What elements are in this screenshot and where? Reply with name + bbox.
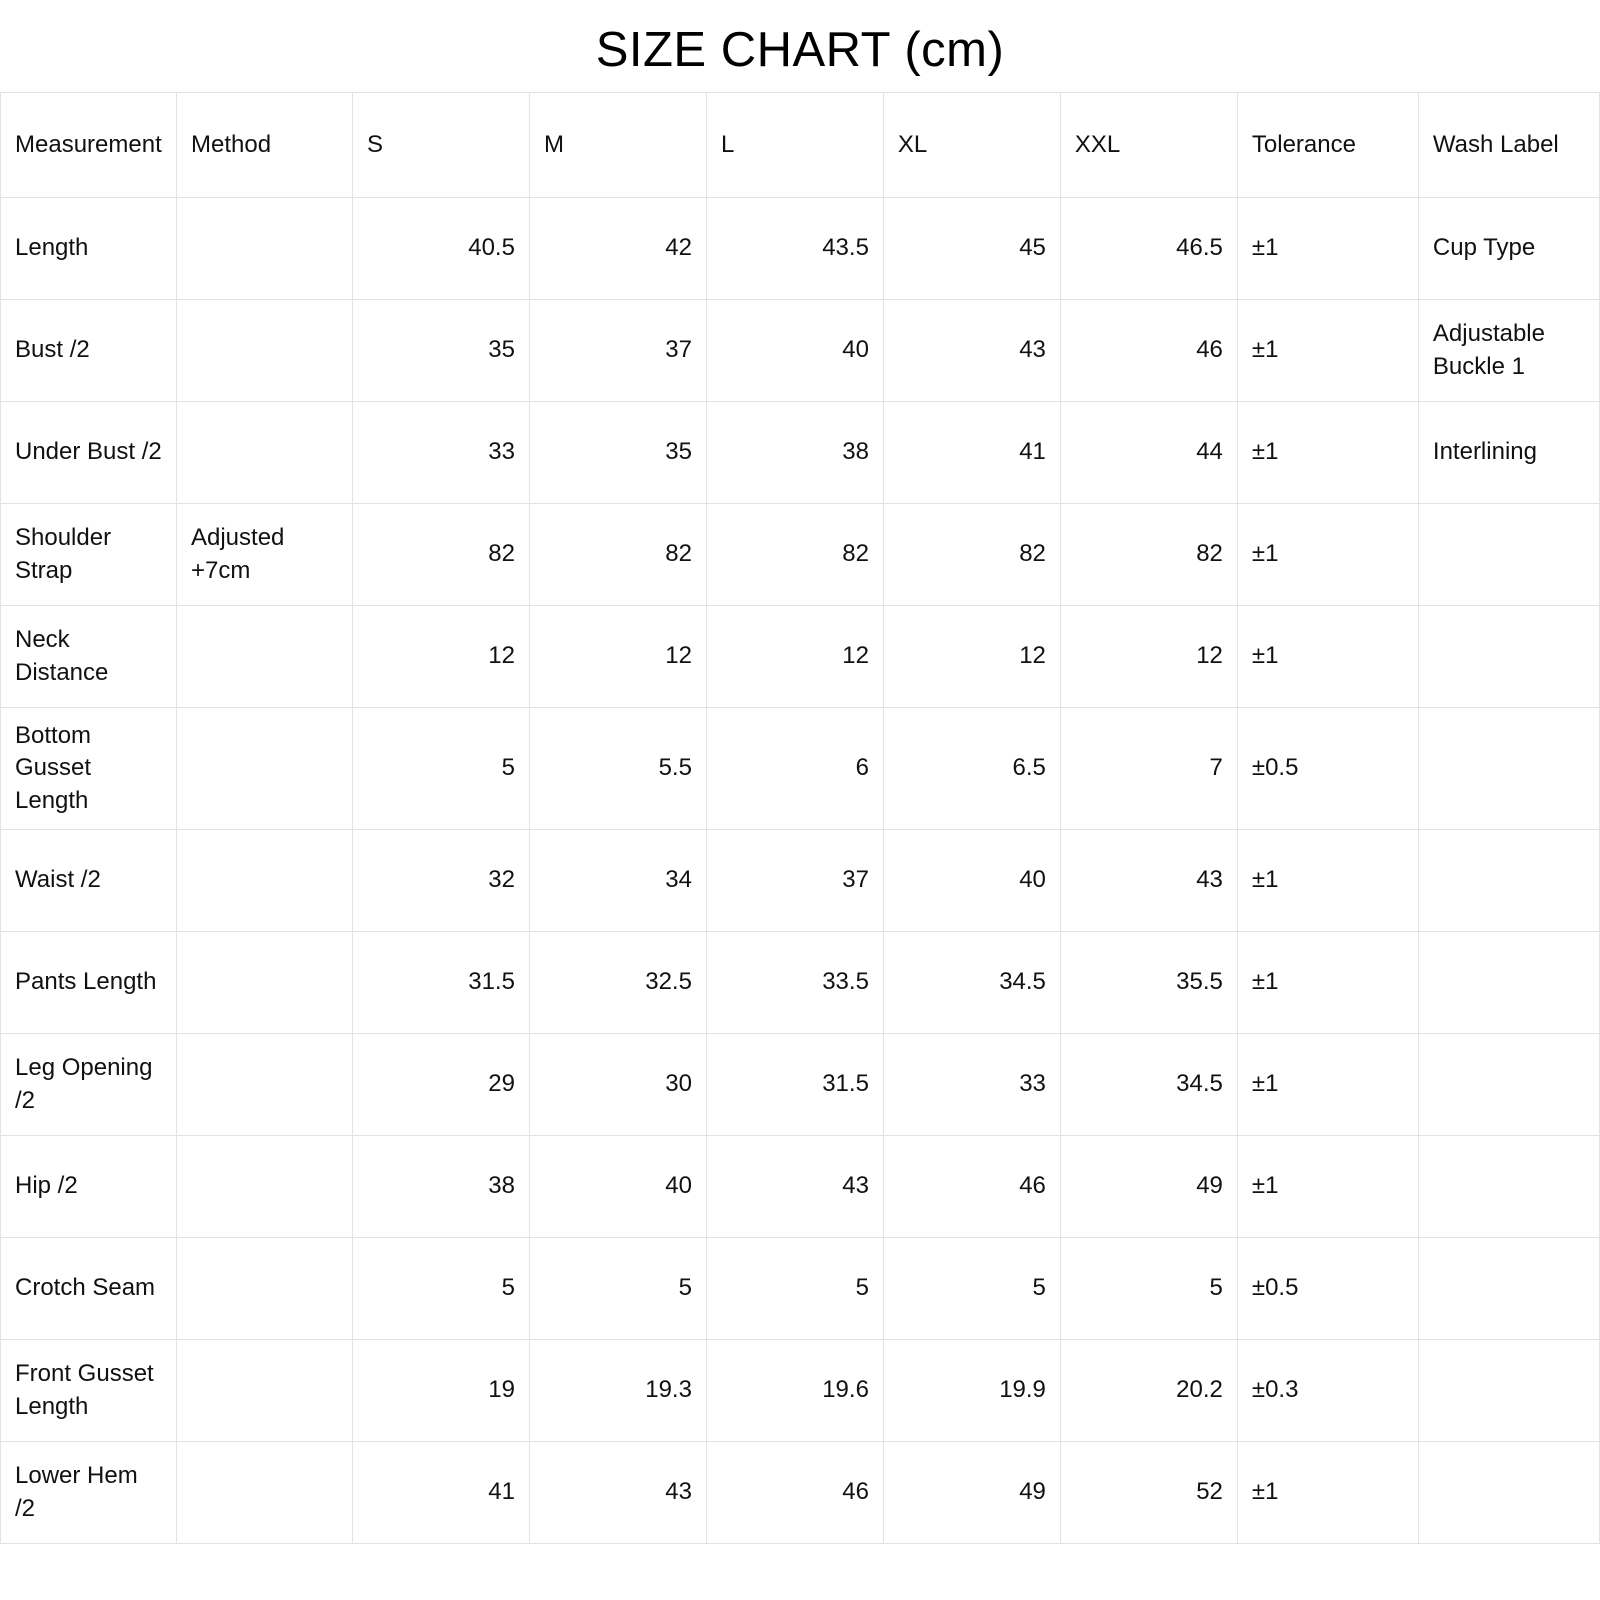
cell-method: Adjusted +7cm [176, 504, 352, 606]
table-row [1, 1034, 1600, 1136]
cell-size-s: 41 [352, 1442, 529, 1544]
cell-size-l: 82 [706, 504, 883, 606]
cell-size-xxl: 12 [1060, 606, 1237, 708]
cell-size-xl: 12 [883, 606, 1060, 708]
cell-size-xxl: 46 [1060, 300, 1237, 402]
cell-size-m: 12 [529, 606, 706, 708]
cell-size-s: 29 [352, 1034, 529, 1136]
cell-size-xxl: 5 [1060, 1238, 1237, 1340]
cell-tolerance: ±0.5 [1237, 708, 1418, 830]
cell-measurement: Crotch Seam [1, 1238, 177, 1340]
cell-measurement: Leg Opening /2 [1, 1034, 177, 1136]
column-header-s: S [352, 93, 529, 198]
cell-tolerance: ±0.5 [1237, 1238, 1418, 1340]
cell-size-m: 5.5 [529, 708, 706, 830]
table-row [1, 830, 1600, 932]
table-row [1, 1442, 1600, 1544]
cell-tolerance: ±1 [1237, 402, 1418, 504]
cell-method [176, 1238, 352, 1340]
column-header-xl: XL [883, 93, 1060, 198]
cell-tolerance: ±0.3 [1237, 1340, 1418, 1442]
cell-size-xxl: 43 [1060, 830, 1237, 932]
cell-size-m: 32.5 [529, 932, 706, 1034]
cell-wash-label [1418, 1136, 1599, 1238]
size-chart-table [0, 92, 1600, 1544]
cell-size-xl: 33 [883, 1034, 1060, 1136]
cell-method [176, 402, 352, 504]
cell-size-l: 43 [706, 1136, 883, 1238]
cell-size-xxl: 20.2 [1060, 1340, 1237, 1442]
table-row [1, 198, 1600, 300]
cell-size-s: 40.5 [352, 198, 529, 300]
cell-tolerance: ±1 [1237, 300, 1418, 402]
cell-size-xxl: 46.5 [1060, 198, 1237, 300]
column-header-l: L [706, 93, 883, 198]
cell-size-s: 19 [352, 1340, 529, 1442]
cell-method [176, 1340, 352, 1442]
cell-size-m: 30 [529, 1034, 706, 1136]
cell-tolerance: ±1 [1237, 198, 1418, 300]
cell-size-l: 43.5 [706, 198, 883, 300]
cell-size-s: 5 [352, 1238, 529, 1340]
cell-size-m: 34 [529, 830, 706, 932]
cell-method [176, 606, 352, 708]
cell-method [176, 300, 352, 402]
column-header-wash-label: Wash Label [1418, 93, 1599, 198]
cell-wash-label [1418, 1238, 1599, 1340]
cell-measurement: Lower Hem /2 [1, 1442, 177, 1544]
cell-size-s: 12 [352, 606, 529, 708]
cell-wash-label [1418, 932, 1599, 1034]
cell-size-xxl: 44 [1060, 402, 1237, 504]
cell-size-l: 19.6 [706, 1340, 883, 1442]
cell-size-l: 40 [706, 300, 883, 402]
table-row [1, 1238, 1600, 1340]
cell-tolerance: ±1 [1237, 932, 1418, 1034]
column-header-tolerance: Tolerance [1237, 93, 1418, 198]
page-title: SIZE CHART (cm) [595, 23, 1005, 77]
cell-size-xl: 34.5 [883, 932, 1060, 1034]
table-row [1, 402, 1600, 504]
cell-measurement: Waist /2 [1, 830, 177, 932]
cell-method [176, 932, 352, 1034]
header-row [1, 93, 1600, 198]
cell-size-l: 33.5 [706, 932, 883, 1034]
cell-wash-label [1418, 504, 1599, 606]
cell-size-xl: 82 [883, 504, 1060, 606]
cell-size-xl: 43 [883, 300, 1060, 402]
cell-size-xl: 45 [883, 198, 1060, 300]
cell-size-l: 46 [706, 1442, 883, 1544]
cell-size-m: 82 [529, 504, 706, 606]
cell-size-m: 43 [529, 1442, 706, 1544]
table-body [1, 198, 1600, 1544]
cell-size-xxl: 34.5 [1060, 1034, 1237, 1136]
cell-tolerance: ±1 [1237, 504, 1418, 606]
cell-size-xxl: 52 [1060, 1442, 1237, 1544]
cell-wash-label [1418, 830, 1599, 932]
cell-size-l: 37 [706, 830, 883, 932]
cell-tolerance: ±1 [1237, 606, 1418, 708]
cell-wash-label [1418, 708, 1599, 830]
cell-measurement: Neck Distance [1, 606, 177, 708]
cell-tolerance: ±1 [1237, 1136, 1418, 1238]
cell-size-l: 5 [706, 1238, 883, 1340]
cell-method [176, 1442, 352, 1544]
cell-wash-label: Cup Type [1418, 198, 1599, 300]
cell-size-m: 42 [529, 198, 706, 300]
cell-tolerance: ±1 [1237, 1442, 1418, 1544]
cell-size-s: 31.5 [352, 932, 529, 1034]
cell-measurement: Front Gusset Length [1, 1340, 177, 1442]
table-row [1, 300, 1600, 402]
table-row [1, 606, 1600, 708]
cell-measurement: Shoulder Strap [1, 504, 177, 606]
cell-size-l: 6 [706, 708, 883, 830]
table-row [1, 1340, 1600, 1442]
cell-size-s: 82 [352, 504, 529, 606]
cell-measurement: Under Bust /2 [1, 402, 177, 504]
cell-size-s: 5 [352, 708, 529, 830]
cell-size-m: 40 [529, 1136, 706, 1238]
cell-method [176, 708, 352, 830]
cell-measurement: Bust /2 [1, 300, 177, 402]
cell-measurement: Bottom Gusset Length [1, 708, 177, 830]
cell-tolerance: ±1 [1237, 830, 1418, 932]
cell-wash-label [1418, 1340, 1599, 1442]
cell-size-s: 38 [352, 1136, 529, 1238]
cell-size-l: 38 [706, 402, 883, 504]
cell-size-xl: 41 [883, 402, 1060, 504]
cell-wash-label: Adjustable Buckle 1 [1418, 300, 1599, 402]
table-row [1, 932, 1600, 1034]
column-header-method: Method [176, 93, 352, 198]
table-header [1, 93, 1600, 198]
cell-size-xxl: 82 [1060, 504, 1237, 606]
cell-wash-label [1418, 606, 1599, 708]
cell-method [176, 1136, 352, 1238]
cell-tolerance: ±1 [1237, 1034, 1418, 1136]
cell-size-xxl: 49 [1060, 1136, 1237, 1238]
cell-size-xl: 19.9 [883, 1340, 1060, 1442]
cell-size-xl: 46 [883, 1136, 1060, 1238]
cell-size-m: 37 [529, 300, 706, 402]
cell-size-m: 5 [529, 1238, 706, 1340]
cell-measurement: Hip /2 [1, 1136, 177, 1238]
column-header-m: M [529, 93, 706, 198]
cell-size-m: 35 [529, 402, 706, 504]
table-row [1, 504, 1600, 606]
cell-wash-label [1418, 1034, 1599, 1136]
cell-size-xl: 5 [883, 1238, 1060, 1340]
cell-measurement: Length [1, 198, 177, 300]
cell-size-xl: 6.5 [883, 708, 1060, 830]
cell-size-xl: 40 [883, 830, 1060, 932]
cell-size-s: 32 [352, 830, 529, 932]
cell-wash-label [1418, 1442, 1599, 1544]
column-header-measurement: Measurement [1, 93, 177, 198]
cell-size-xxl: 35.5 [1060, 932, 1237, 1034]
cell-measurement: Pants Length [1, 932, 177, 1034]
cell-size-s: 33 [352, 402, 529, 504]
table-row [1, 708, 1600, 830]
cell-size-m: 19.3 [529, 1340, 706, 1442]
cell-size-l: 31.5 [706, 1034, 883, 1136]
cell-size-s: 35 [352, 300, 529, 402]
column-header-xxl: XXL [1060, 93, 1237, 198]
table-row [1, 1136, 1600, 1238]
cell-size-xxl: 7 [1060, 708, 1237, 830]
cell-size-xl: 49 [883, 1442, 1060, 1544]
cell-method [176, 830, 352, 932]
cell-wash-label: Interlining [1418, 402, 1599, 504]
cell-method [176, 198, 352, 300]
cell-method [176, 1034, 352, 1136]
cell-size-l: 12 [706, 606, 883, 708]
